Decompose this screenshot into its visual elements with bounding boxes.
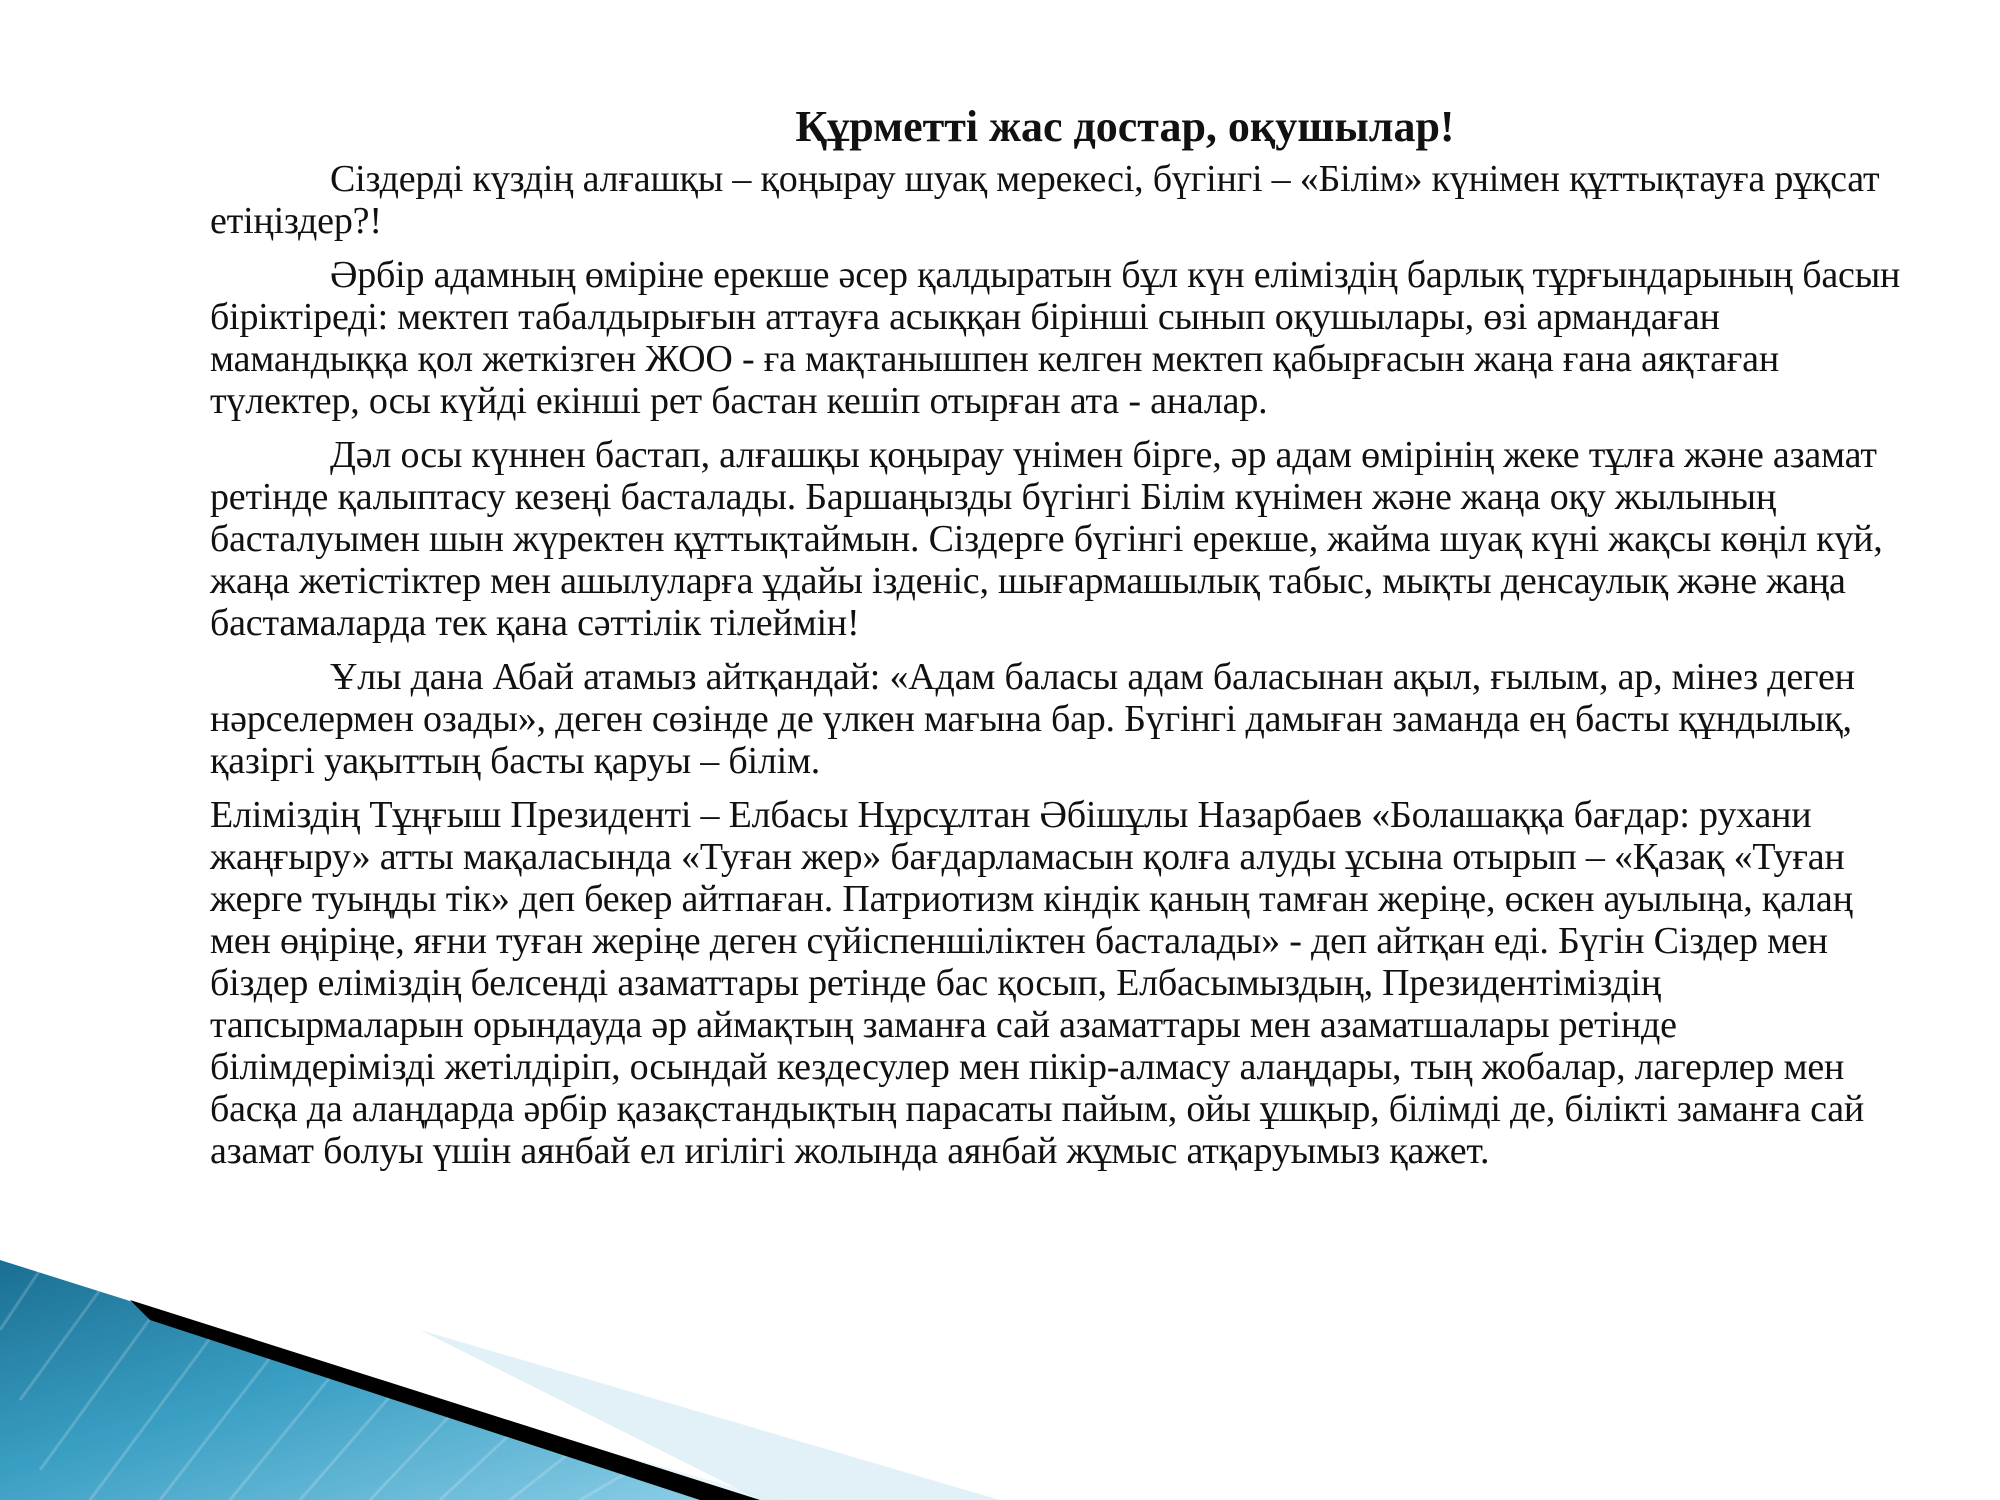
document-body <box>210 98 1910 1184</box>
paragraph-greeting: Сіздерді күздің алғашқы – қоңырау шуақ мерекесі, бүгінгі – «Білім» күнімен құттықтауға рұқсат етіңіздер?! <box>210 158 1880 242</box>
paragraph-unity: Әрбір адамның өміріне ерекше әсер қалдыратын бұл күн еліміздің барлық тұрғындарының басын біріктіреді: мектеп табалдырығын аттауға асыққан бірінші сынып оқушылары, өзі армандаған мамандыққа қол жеткізген ЖОО - ға мақтанышпен келген мектеп қабырғасын жаңа ғана аяқтаған түлектер, осы күйді екінші рет бастан кешіп отырған ата - аналар. <box>210 254 1901 422</box>
paragraph-abai-quote: Ұлы дана Абай атамыз айтқандай: «Адам баласы адам баласынан ақыл, ғылым, ар, мінез деген нәрселермен озады», деген сөзінде де үлкен мағына бар. Бүгінгі дамыған заманда ең басты құндылық, қазіргі уақыттың басты қаруы – білім. <box>210 656 1855 782</box>
pale-right-shape <box>420 1330 1000 1500</box>
paragraph-wishes: Дәл осы күннен бастап, алғашқы қоңырау үнімен бірге, әр адам өмірінің жеке тұлға және азамат ретінде қалыптасу кезеңі басталады. Баршаңызды бүгінгі Білім күнімен және жаңа оқу жылының басталуымен шын жүректен құттықтаймын. Сіздерге бүгінгі ерекше, жайма шуақ күні жақсы көңіл күй, жаңа жетістіктер мен ашылуларға ұдайы ізденіс, шығармашылық табыс, мықты денсаулық және жаңа бастамаларда тек қана сәттілік тілеймін! <box>210 434 1883 644</box>
stripe-texture <box>0 1270 640 1500</box>
page-title: Құрметті жас достар, оқушылар! <box>795 102 1455 151</box>
blue-wedge-shape <box>0 1260 760 1500</box>
paragraph-president: Еліміздің Тұңғыш Президенті – Елбасы Нұрсұлтан Әбішұлы Назарбаев «Болашаққа бағдар: рухани жаңғыру» атты мақаласында «Туған жер» бағдарламасын қолға алуды ұсына отырып – «Қазақ «Туған жерге туыңды тік» деп бекер айтпаған. Патриотизм кіндік қаның тамған жеріңе, өскен ауылыңа, қалаң мен өңіріңе, яғни туған жеріңе деген сүйіспеншіліктен басталады» - деп айтқан еді. Бүгін Сіздер мен біздер еліміздің белсенді азаматтары ретінде бас қосып, Елбасымыздың, Президентіміздің тапсырмаларын орындауда әр аймақтың заманға сай азаматтары мен азаматшалары ретінде білімдерімізді жетілдіріп, осындай кездесулер мен пікір-алмасу алаңдары, тың жобалар, лагерлер мен басқа да алаңдарда әрбір қазақстандықтың парасаты пайым, ойы ұшқыр, білімді де, білікті заманға сай азамат болуы үшін аянбай ел игілігі жолында аянбай жұмыс атқаруымыз қажет. <box>210 794 1865 1172</box>
pale-sweep-shape <box>0 1280 780 1500</box>
black-blade-shape <box>130 1300 760 1500</box>
